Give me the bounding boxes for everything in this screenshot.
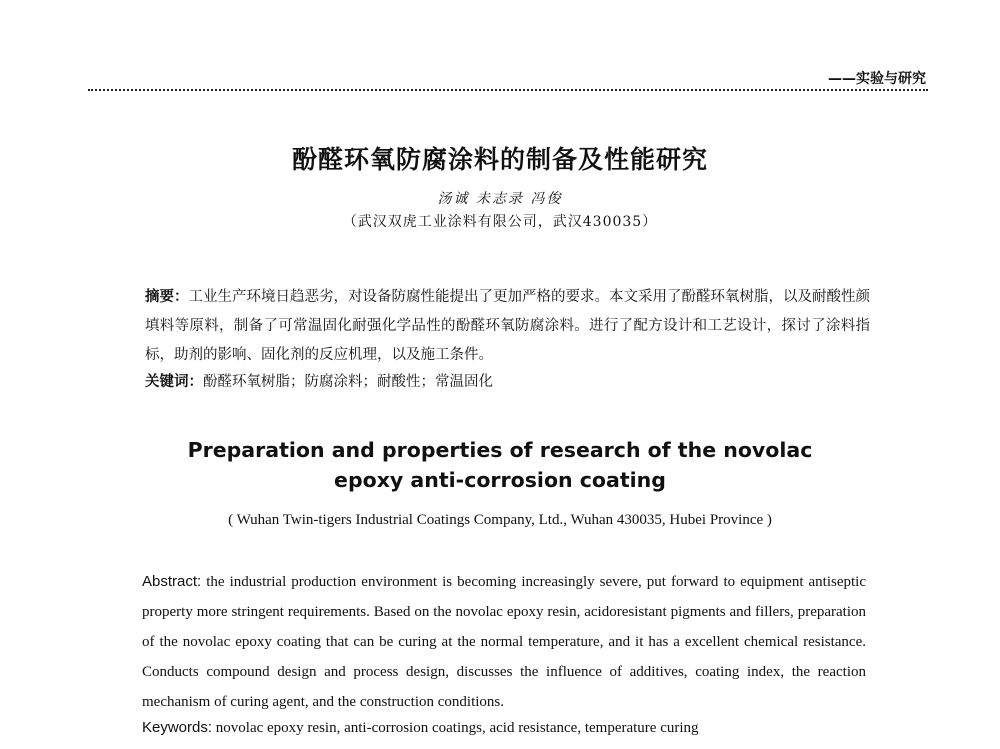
chinese-affiliation: （武汉双虎工业涂料有限公司，武汉430035） bbox=[342, 214, 658, 230]
chinese-abstract bbox=[145, 283, 870, 370]
english-title bbox=[0, 435, 1000, 495]
chinese-keywords bbox=[145, 370, 870, 391]
english-abstract bbox=[142, 567, 866, 717]
english-affiliation: ( Wuhan Twin-tigers Industrial Coatings Company, Ltd., Wuhan 430035, Hubei Province ) bbox=[228, 512, 772, 528]
english-keywords bbox=[142, 719, 866, 737]
chinese-title: 酚醛环氧防腐涂料的制备及性能研究 bbox=[291, 145, 708, 174]
header-divider bbox=[88, 89, 928, 91]
section-label: ——实验与研究 bbox=[828, 71, 926, 87]
english-title-line1: Preparation and properties of research of the novolac bbox=[187, 438, 813, 462]
english-keywords-text: novolac epoxy resin, anti-corrosion coatings, acid resistance, temperature curing bbox=[215, 720, 699, 736]
chinese-authors: 汤诚 未志录 冯俊 bbox=[437, 191, 563, 207]
english-abstract-text: the industrial production environment is becoming increasingly severe, put forward to equipment antiseptic property more stringent requirements. Based on the novolac epoxy resin, acidoresistant pigments and fillers, preparation of the novolac epoxy coating that can be curing at the normal temperature, and it has a excellent chemical resistance. Conducts compound design and process design, discusses the influence of additives, coating index, the reaction mechanism of curing agent, and the construction conditions. bbox=[142, 574, 866, 710]
chinese-keywords-text: 酚醛环氧树脂；防腐涂料；耐酸性；常温固化 bbox=[203, 374, 493, 390]
chinese-abstract-label: 摘要： bbox=[145, 289, 189, 305]
english-title-line2: epoxy anti-corrosion coating bbox=[334, 468, 666, 492]
chinese-abstract-text: 工业生产环境日趋恶劣，对设备防腐性能提出了更加严格的要求。本文采用了酚醛环氧树脂，以及耐酸性颜填料等原料，制备了可常温固化耐强化学品性的酚醛环氧防腐涂料。进行了配方设计和工艺设计，探讨了涂料指标，助剂的影响、固化剂的反应机理，以及施工条件。 bbox=[145, 289, 870, 363]
chinese-keywords-label: 关键词： bbox=[145, 374, 203, 390]
english-abstract-label: Abstract: bbox=[142, 573, 202, 590]
english-keywords-label: Keywords: bbox=[142, 719, 213, 736]
